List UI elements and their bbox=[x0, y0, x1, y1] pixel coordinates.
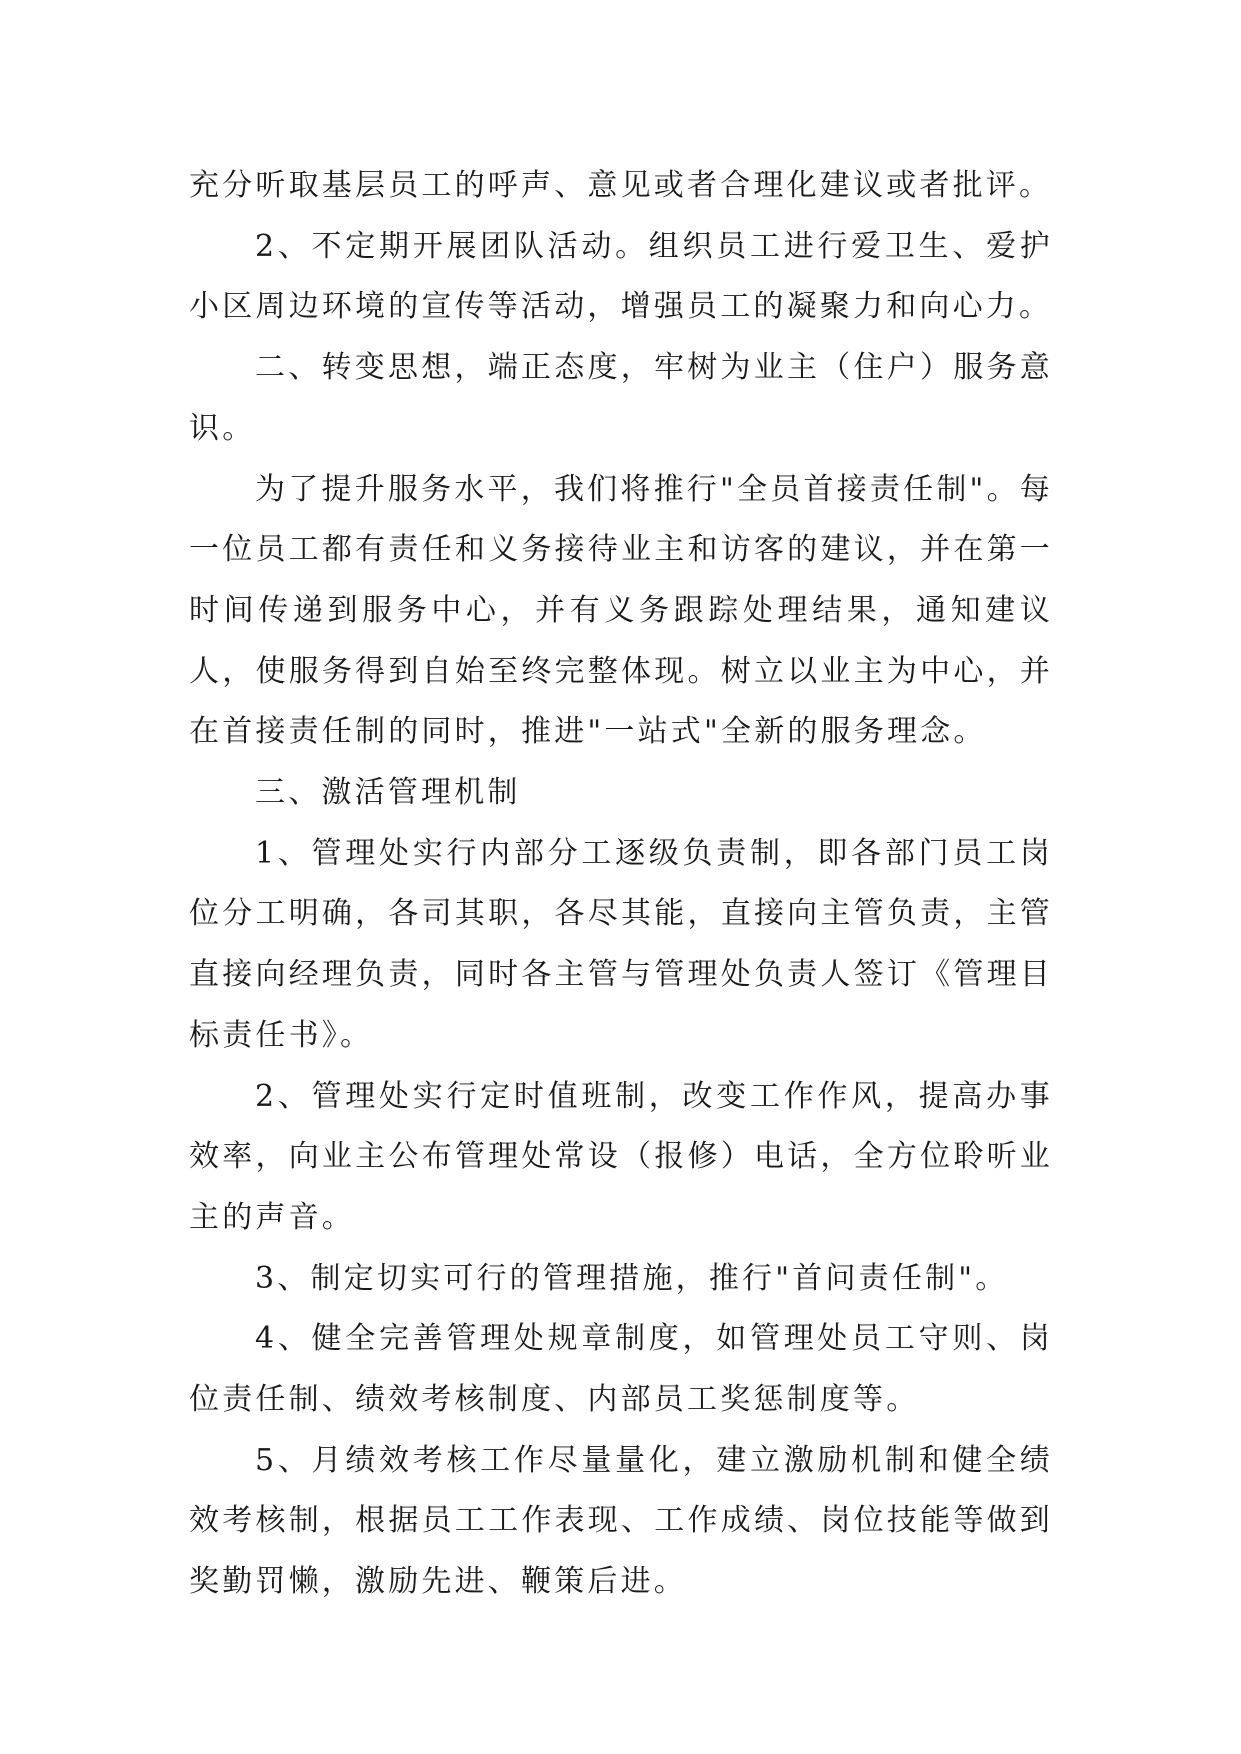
paragraph-item-2: 2、管理处实行定时值班制，改变工作作风，提高办事效率，向业主公布管理处常设（报修）电话，全方位聆听业主的声音。 bbox=[189, 1078, 1053, 1235]
paragraph-item-1: 1、管理处实行内部分工逐级负责制，即各部门员工岗位分工明确，各司其职，各尽其能，直接向主管负责，主管直接向经理负责，同时各主管与管理处负责人签订《管理目标责任书》。 bbox=[189, 835, 1053, 1053]
paragraph-item-4: 4、健全完善管理处规章制度，如管理处员工守则、岗位责任制、绩效考核制度、内部员工奖惩制度等。 bbox=[189, 1321, 1053, 1418]
paragraph-section-three-heading: 三、激活管理机制 bbox=[255, 775, 521, 811]
paragraph-first-contact-responsibility: 为了提升服务水平，我们将推行"全员首接责任制"。每一位员工都有责任和义务接待业主和访客的建议，并在第一时间传递到服务中心，并有义务跟踪处理结果，通知建议人，使服务得到自始至终完整体现。树立以业主为中心，并在首接责任制的同时，推进"一站式"全新的服务理念。 bbox=[189, 471, 1053, 750]
paragraph-continuation: 充分听取基层员工的呼声、意见或者合理化建议或者批评。 bbox=[189, 168, 1053, 203]
document-body bbox=[189, 156, 1053, 1613]
paragraph-item-3: 3、制定切实可行的管理措施，推行"首问责任制"。 bbox=[255, 1260, 1009, 1296]
paragraph-team-activities: 2、不定期开展团队活动。组织员工进行爱卫生、爱护小区周边环境的宣传等活动，增强员工的凝聚力和向心力。 bbox=[189, 228, 1053, 325]
paragraph-section-two-heading: 二、转变思想，端正态度，牢树为业主（住户）服务意识。 bbox=[189, 350, 1053, 446]
paragraph-item-5: 5、月绩效考核工作尽量量化，建立激励机制和健全绩效考核制，根据员工工作表现、工作成绩、岗位技能等做到奖勤罚懒，激励先进、鞭策后进。 bbox=[189, 1442, 1053, 1600]
